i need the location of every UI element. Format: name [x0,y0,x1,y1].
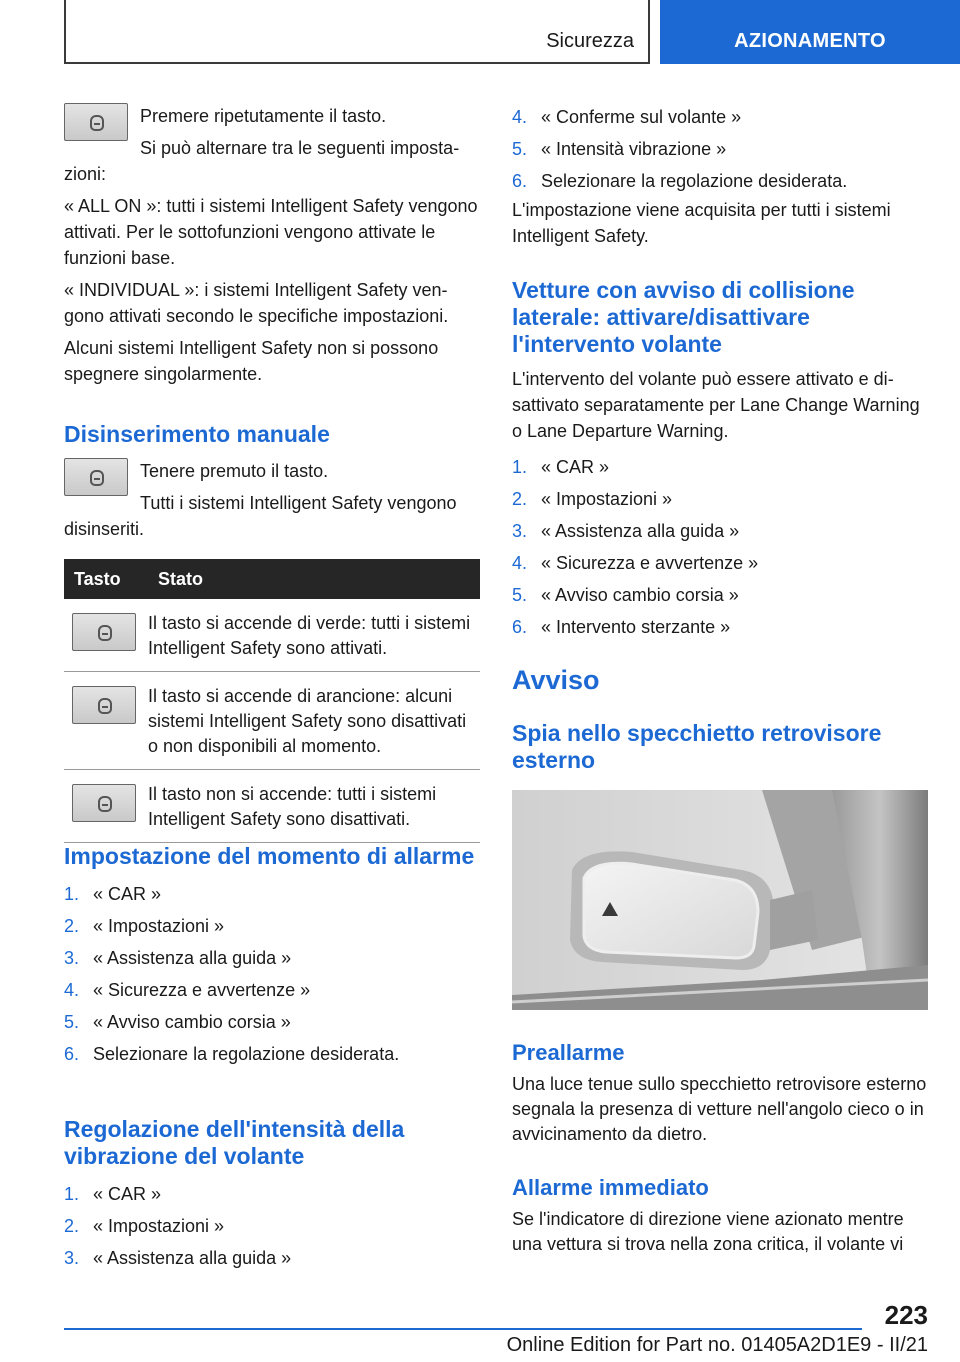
vibration-steps-continued [512,101,928,197]
button-off-icon [72,784,136,822]
warning-chapter-heading: Avviso [512,665,600,695]
safety-button-icon [64,103,128,141]
page-header [64,0,960,64]
list-item: 3. « Assistenza alla guida » [512,521,740,541]
pre-warning-heading: Preallarme [512,1040,625,1065]
pre-warning-text: Una luce tenue sullo specchietto retrovisore esterno segnala la presenza di vetture nell'angolo cieco o in avvicinamento da dietro. [512,1074,927,1144]
applied-note: L'impostazione viene acquisita per tutti i sistemi Intelligent Safety. [512,200,891,246]
list-item: 1. « CAR » [512,457,610,477]
list-item: 2. « Impostazioni » [64,916,225,936]
list-item: 1. « CAR » [64,1184,162,1204]
manual-result: Tutti i sistemi Intelligent Safety vengono disinseriti. [64,493,457,539]
chapter-title: AZIONAMENTO [734,30,886,52]
list-item: 6. « Intervento sterzante » [512,617,731,637]
immediate-warning-heading: Allarme immediato [512,1175,709,1200]
table-header-key: Tasto [64,559,148,599]
steering-intervention-heading: Vetture con avviso di collisione laterale: attivare/disattivare l'intervento volante [512,277,855,357]
immediate-warning-text: Se l'indicatore di direzione viene azionato mentre una vettura si trova nella zona critica, il volante vi [512,1209,904,1254]
list-item: 5. « Intensità vibrazione » [512,139,727,159]
list-item: 2. « Impostazioni » [64,1216,225,1236]
note-text: Alcuni sistemi Intelligent Safety non si possono spegnere singolarmente. [64,338,439,384]
list-item: 3. « Assistenza alla guida » [64,1248,292,1268]
button-status-table [64,559,480,843]
mirror-indicator-heading: Spia nello specchietto retrovisore esterno [512,720,882,773]
side-mirror-illustration [512,790,928,1010]
section-title: Sicurezza [546,30,634,52]
list-item: 5. « Avviso cambio corsia » [64,1012,291,1032]
vibration-heading: Regolazione dell'intensità della vibrazione del volante [64,1116,405,1169]
table-row [64,672,480,770]
table-row [64,599,480,672]
vibration-steps [64,1178,480,1274]
button-orange-icon [72,686,136,724]
steering-steps [512,451,928,643]
list-item: 3. « Assistenza alla guida » [64,948,292,968]
status-cell: Il tasto non si accende: tutti i sistemi Intelligent Safety sono disattivati. [148,770,480,843]
manual-off-heading: Disinserimento manuale [64,421,330,447]
footer-divider [64,1328,862,1330]
manual-instruction: Tenere premuto il tasto. [140,461,329,481]
individual-description: « INDIVIDUAL »: i sistemi Intelligent Safety vengono attivati secondo le specifiche impostazioni. [64,280,449,326]
safety-button-icon [64,458,128,496]
button-green-icon [72,613,136,651]
intro-options: Si può alternare tra le seguenti impostazioni: [64,138,460,184]
edition-text: Online Edition for Part no. 01405A2D1E9 - II/21 [506,1334,928,1356]
chapter-tab [660,0,960,64]
page-number: 223 [884,1300,928,1330]
intro-instruction: Premere ripetutamente il tasto. [140,106,387,126]
list-item: 4. « Sicurezza e avvertenze » [512,553,759,573]
table-row [64,770,480,843]
table-header-status: Stato [148,559,480,599]
timing-steps [64,878,480,1070]
list-item: 1. « CAR » [64,884,162,904]
list-item: 6. Selezionare la regolazione desiderata. [512,171,848,191]
list-item: 4. « Sicurezza e avvertenze » [64,980,311,1000]
status-cell: Il tasto si accende di arancione: alcuni sistemi Intelligent Safety sono disattivati o non disponibili al momento. [148,672,480,770]
status-cell: Il tasto si accende di verde: tutti i sistemi Intelligent Safety sono attivati. [148,599,480,672]
section-tab [64,0,650,64]
list-item: 2. « Impostazioni » [512,489,673,509]
list-item: 5. « Avviso cambio corsia » [512,585,739,605]
steering-intervention-text: L'intervento del volante può essere attivato e disattivato separatamente per Lane Change Warning o Lane Departure Warning. [512,369,920,441]
list-item: 6. Selezionare la regolazione desiderata. [64,1044,400,1064]
list-item: 4. « Conferme sul volante » [512,107,742,127]
all-on-description: « ALL ON »: tutti i sistemi Intelligent Safety vengono attivati. Per le sottofunzioni vengono attivate le funzioni base. [64,196,478,268]
warning-timing-heading: Impostazione del momento di allarme [64,843,475,869]
